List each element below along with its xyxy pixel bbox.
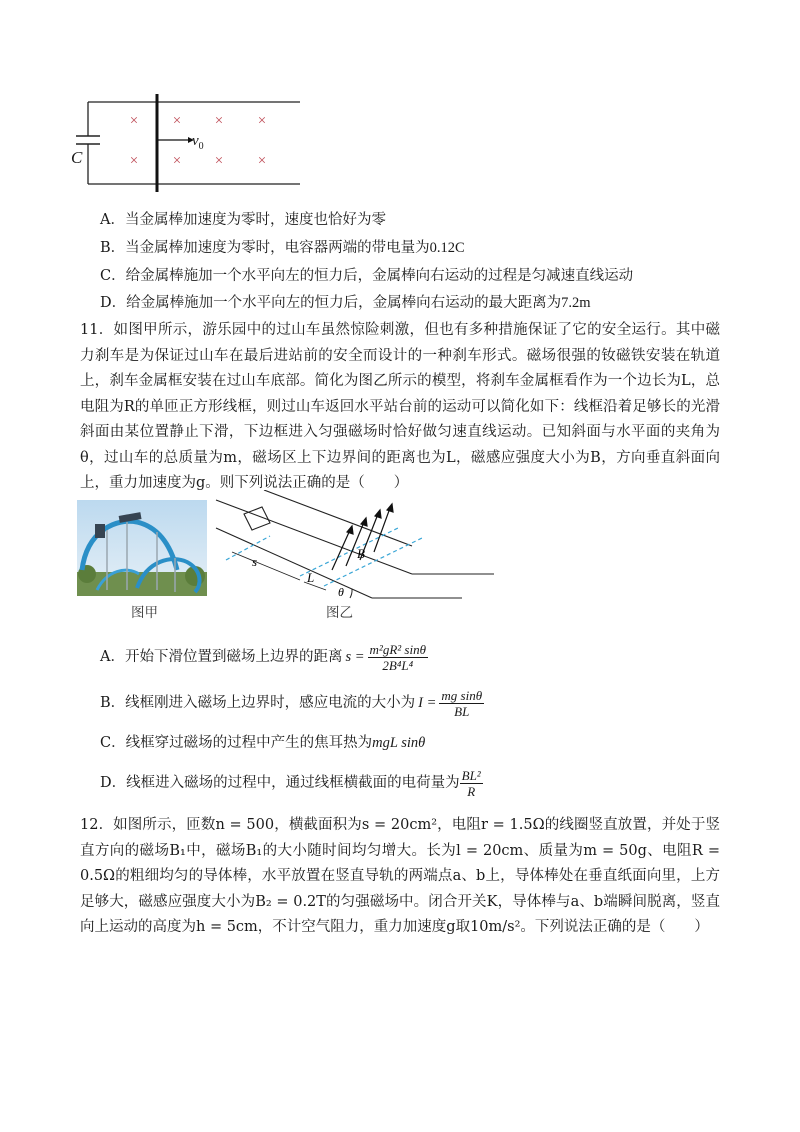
field-cross: × [257, 113, 267, 129]
q10-option-c[interactable]: C．给金属棒施加一个水平向左的恒力后，金属棒向右运动的过程是匀减速直线运动 [100, 268, 634, 284]
q11-option-b[interactable]: B． 线框刚进入磁场上边界时，感应电流的大小为 I = $\frac{\text{mg sinθ}}{BL}$ [100, 687, 483, 719]
roller-coaster-photo [77, 500, 207, 596]
q10-option-d[interactable]: D．给金属棒施加一个水平向左的恒力后，金属棒向右运动的最大距离为7.2m [100, 295, 591, 311]
field-cross: × [172, 153, 182, 169]
field-cross: × [129, 153, 139, 169]
field-cross: × [214, 113, 224, 129]
field-cross: × [214, 153, 224, 169]
label-theta: θ [338, 585, 344, 599]
q11-option-c[interactable]: C．线框穿过磁场的过程中产生的焦耳热为mgL sinθ [100, 735, 426, 751]
field-cross: × [129, 113, 139, 129]
q11-option-d[interactable]: D． 线框进入磁场的过程中，通过线框横截面的电荷量为 $\frac{\text{BL²}}{R}$ [100, 767, 481, 799]
field-cross: × [257, 153, 267, 169]
q11-a-fraction: $\frac{\text{m²gR² sinθ}}{\text{2B⁴L⁴}}$ [369, 641, 426, 673]
q11-stem: 11．如图甲所示，游乐园中的过山车虽然惊险刺激，但也有多种措施保证了它的安全运行。其中磁力刹车是为保证过山车在最后进站前的安全而设计的一种刹车形式。磁场很强的钕磁铁安装在轨道上，刹车金属框安装在过山车底部。简化为图乙所示的模型，将刹车金属框看作为一个边长为L，总电阻为R的单匝正方形线框，则过山车返回水平站台前的运动可以简化如下：线框沿着足够长的光滑斜面由某位置静止下滑，下边框进入匀强磁场时恰好做匀速直线运动。已知斜面与水平面的夹角为θ，过山车的总质量为m，磁场区上下边界间的距离也为L，磁感应强度大小为B，方向垂直斜面向上，重力加速度为g。则下列说法正确的是（ ） [80, 322, 720, 491]
label-L: L [307, 570, 315, 585]
q10-option-b[interactable]: B．当金属棒加速度为零时，电容器两端的带电量为0.12C [100, 240, 465, 256]
label-s: s [252, 554, 258, 569]
figure-b-caption: 图乙 [326, 605, 353, 621]
q11-option-a[interactable]: A． 开始下滑位置到磁场上边界的距离 s = $\frac{\text{m²gR² sinθ}}{\text{2B⁴L⁴}}$ [100, 641, 426, 673]
figure-a-caption: 图甲 [131, 605, 158, 621]
velocity-label: $v_0$ [192, 133, 204, 152]
field-cross: × [172, 113, 182, 129]
capacitor-rail-diagram [70, 92, 310, 200]
q11-d-fraction: $\frac{\text{BL²}}{R}$ [461, 767, 481, 799]
q12-stem: 12．如图所示，匝数n = 500，横截面积为s = 20cm²，电阻r = 1.5Ω的线圈竖直放置，并处于竖直方向的磁场B₁中，磁场B₁的大小随时间均匀增大。长为l = 20cm、质量为m = 50g、电阻R = 0.5Ω的粗细均匀的导体棒，水平放置在竖直导轨的两端点a、b上，导体棒处在垂直纸面向里，上方足够大，磁感应强度大小为B₂ = 0.2T的匀强磁场中。闭合开关K，导体棒与a、b端瞬间脱离，竖直向上运动的高度为h = 5cm，不计空气阻力，重力加速度g取10m/s²。下列说法正确的是（ ） [80, 817, 720, 935]
q10-option-a[interactable]: A．当金属棒加速度为零时，速度也恰好为零 [100, 212, 386, 228]
q11-b-fraction: $\frac{\text{mg sinθ}}{BL}$ [441, 687, 483, 719]
label-B: B [357, 546, 365, 561]
incline-magnet-diagram [212, 490, 502, 605]
capacitor-label: C [71, 148, 83, 167]
